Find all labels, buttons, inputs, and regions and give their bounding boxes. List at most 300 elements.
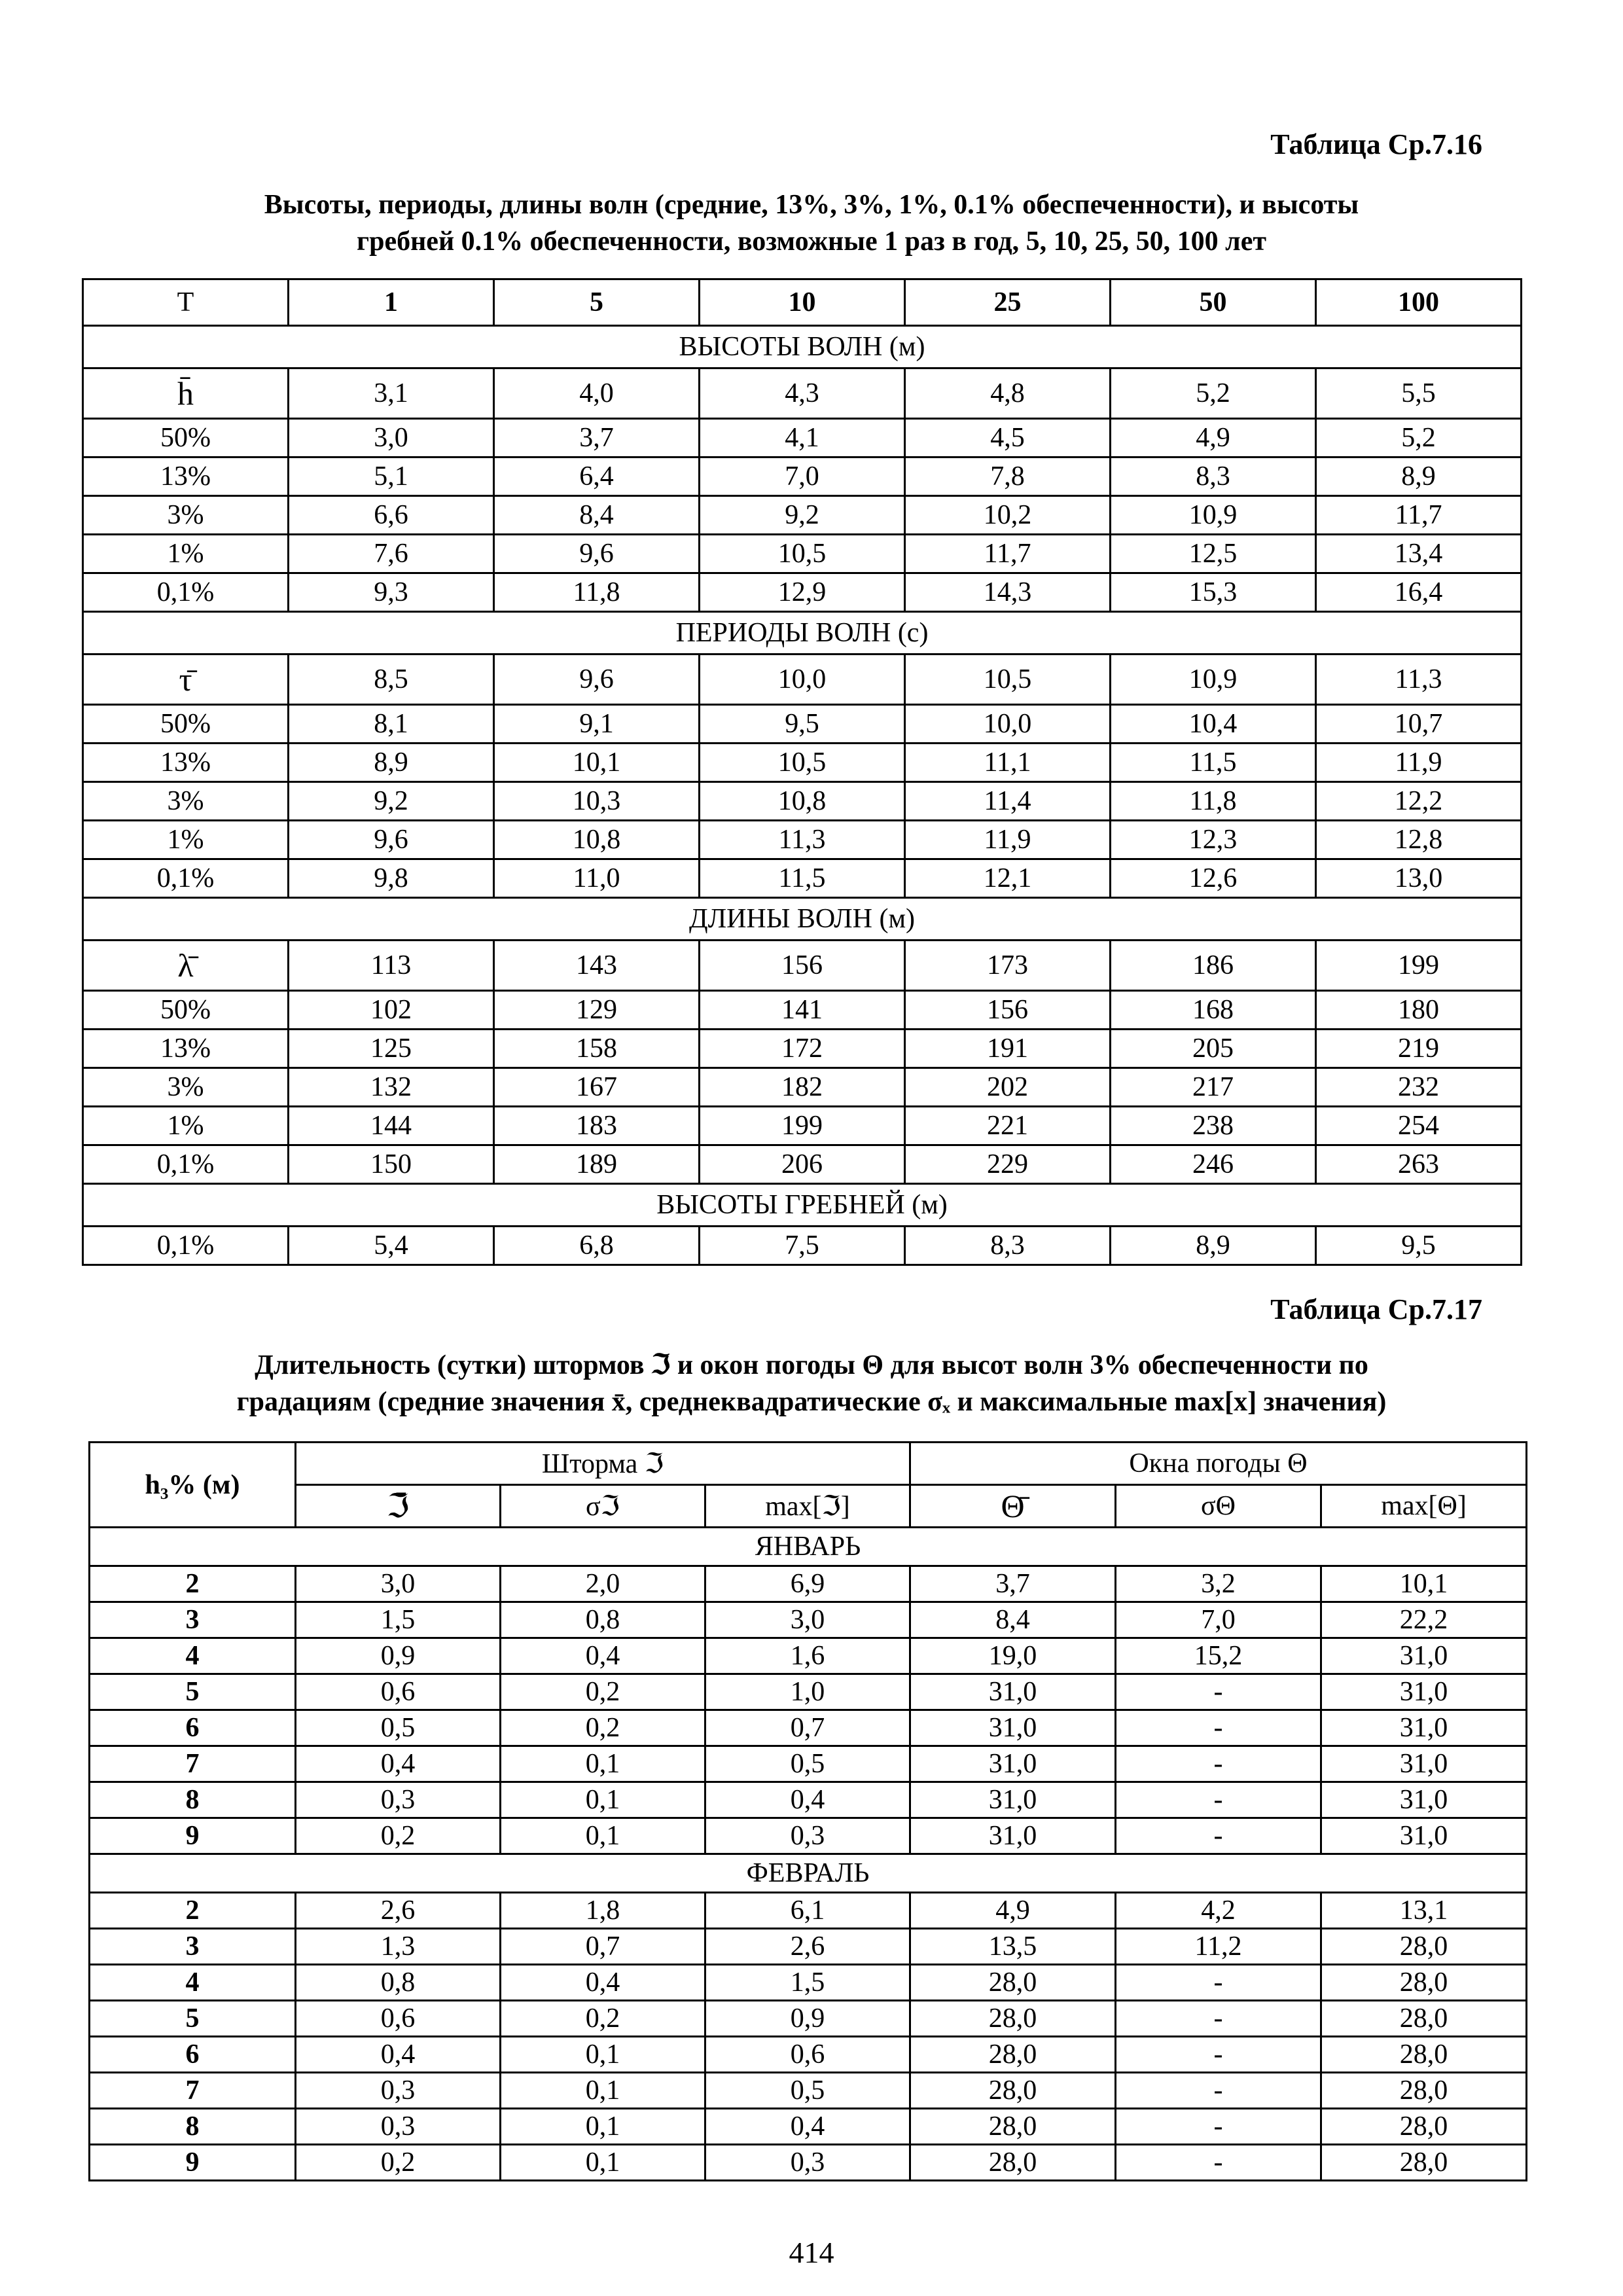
column-header: 25 bbox=[905, 279, 1111, 326]
row-label: 0,1% bbox=[83, 573, 289, 612]
table-cell: 19,0 bbox=[910, 1638, 1116, 1674]
table-cell: 4,9 bbox=[1111, 419, 1316, 457]
table-cell: 202 bbox=[905, 1068, 1111, 1107]
table-cell: - bbox=[1116, 1818, 1321, 1854]
table-row bbox=[90, 1710, 1527, 1746]
table-cell: 11,5 bbox=[700, 859, 905, 898]
table-cell: 11,1 bbox=[905, 744, 1111, 782]
table-cell: 156 bbox=[905, 991, 1111, 1030]
table-cell: 3,0 bbox=[296, 1566, 501, 1602]
table-row bbox=[90, 2109, 1527, 2145]
table-cell: 0,9 bbox=[296, 1638, 501, 1674]
table-cell: 0,4 bbox=[501, 1965, 705, 2001]
table-cell: 0,6 bbox=[296, 1674, 501, 1710]
table-cell: - bbox=[1116, 2073, 1321, 2109]
table-cell: 31,0 bbox=[910, 1782, 1116, 1818]
table-cell: 5,2 bbox=[1111, 368, 1316, 419]
table-cell: 28,0 bbox=[910, 2145, 1116, 2181]
table-cell: 0,4 bbox=[705, 1782, 910, 1818]
table-row bbox=[90, 1965, 1527, 2001]
table-cell: 0,2 bbox=[501, 2001, 705, 2037]
table-cell: 10,2 bbox=[905, 496, 1111, 535]
section-title-row bbox=[83, 898, 1522, 941]
row-label: 7 bbox=[90, 2073, 296, 2109]
table-cell: 141 bbox=[700, 991, 905, 1030]
table-cell: 183 bbox=[494, 1107, 700, 1145]
row-label: 13% bbox=[83, 744, 289, 782]
table-cell: 0,4 bbox=[296, 2037, 501, 2073]
table-cell: 129 bbox=[494, 991, 700, 1030]
table-row bbox=[83, 859, 1522, 898]
section-title-row bbox=[83, 1184, 1522, 1227]
window-max-header: max[Θ] bbox=[1321, 1485, 1527, 1528]
row-label: 2 bbox=[90, 1893, 296, 1929]
table-cell: 6,8 bbox=[494, 1227, 700, 1265]
table-cell: 199 bbox=[700, 1107, 905, 1145]
column-header: 5 bbox=[494, 279, 700, 326]
table-cell: 186 bbox=[1111, 941, 1316, 991]
table-cell: 0,9 bbox=[705, 2001, 910, 2037]
table-cell: 11,2 bbox=[1116, 1929, 1321, 1965]
table-cell: 28,0 bbox=[910, 1965, 1116, 2001]
table-cell: 4,0 bbox=[494, 368, 700, 419]
row-label: 13% bbox=[83, 1030, 289, 1068]
page-number: 414 bbox=[789, 2236, 834, 2269]
table-row bbox=[90, 2145, 1527, 2181]
table-cell: 1,5 bbox=[296, 1602, 501, 1638]
table1-number: Таблица Ср.7.16 bbox=[1270, 128, 1482, 160]
table-row bbox=[83, 991, 1522, 1030]
table-cell: 0,5 bbox=[705, 2073, 910, 2109]
table-cell: 5,5 bbox=[1316, 368, 1522, 419]
table-cell: 11,9 bbox=[1316, 744, 1522, 782]
table-cell: 199 bbox=[1316, 941, 1522, 991]
section-title-row bbox=[83, 612, 1522, 655]
row-label: 50% bbox=[83, 991, 289, 1030]
table-row bbox=[83, 419, 1522, 457]
row-label: 1% bbox=[83, 821, 289, 859]
table-cell: 31,0 bbox=[910, 1710, 1116, 1746]
row-label: 4 bbox=[90, 1965, 296, 2001]
table-cell: 28,0 bbox=[1321, 1965, 1527, 2001]
table-cell: 10,5 bbox=[700, 535, 905, 573]
table-cell: 3,7 bbox=[494, 419, 700, 457]
table-cell: - bbox=[1116, 1746, 1321, 1782]
table-cell: 28,0 bbox=[910, 2073, 1116, 2109]
table-row bbox=[83, 1030, 1522, 1068]
table-cell: 125 bbox=[289, 1030, 494, 1068]
wave-parameters-table bbox=[82, 278, 1522, 1266]
row-label: 4 bbox=[90, 1638, 296, 1674]
table-cell: 10,5 bbox=[700, 744, 905, 782]
table-cell: 11,7 bbox=[1316, 496, 1522, 535]
table-cell: 10,8 bbox=[494, 821, 700, 859]
row-label: 6 bbox=[90, 2037, 296, 2073]
table-cell: - bbox=[1116, 2001, 1321, 2037]
table-cell: 4,5 bbox=[905, 419, 1111, 457]
table-cell: 189 bbox=[494, 1145, 700, 1184]
table-cell: 11,0 bbox=[494, 859, 700, 898]
table-cell: 11,9 bbox=[905, 821, 1111, 859]
table-cell: 10,9 bbox=[1111, 496, 1316, 535]
table-cell: 13,0 bbox=[1316, 859, 1522, 898]
table-row bbox=[83, 1227, 1522, 1265]
table-cell: 28,0 bbox=[1321, 2145, 1527, 2181]
table-cell: 10,1 bbox=[494, 744, 700, 782]
table-row bbox=[83, 496, 1522, 535]
table-cell: 12,6 bbox=[1111, 859, 1316, 898]
table-cell: 143 bbox=[494, 941, 700, 991]
table-row bbox=[83, 705, 1522, 744]
storm-mean-header: ℑ̄ bbox=[296, 1485, 501, 1528]
table-row bbox=[83, 1107, 1522, 1145]
table-cell: 13,5 bbox=[910, 1929, 1116, 1965]
table-cell: 4,9 bbox=[910, 1893, 1116, 1929]
table-cell: 1,0 bbox=[705, 1674, 910, 1710]
section-title: ВЫСОТЫ ГРЕБНЕЙ (м) bbox=[83, 1184, 1522, 1227]
table-cell: 11,3 bbox=[1316, 655, 1522, 705]
row-label: 5 bbox=[90, 1674, 296, 1710]
table-cell: 0,2 bbox=[501, 1710, 705, 1746]
table-cell: 10,0 bbox=[905, 705, 1111, 744]
table-row bbox=[83, 573, 1522, 612]
table-row bbox=[90, 2001, 1527, 2037]
table-cell: 8,3 bbox=[1111, 457, 1316, 496]
table-cell: 9,3 bbox=[289, 573, 494, 612]
row-label: 6 bbox=[90, 1710, 296, 1746]
table-row bbox=[90, 1566, 1527, 1602]
table-cell: 0,8 bbox=[501, 1602, 705, 1638]
table-row bbox=[90, 1602, 1527, 1638]
table-cell: 3,0 bbox=[705, 1602, 910, 1638]
storm-sigma-header: σℑ bbox=[501, 1485, 705, 1528]
table-cell: 9,6 bbox=[289, 821, 494, 859]
table-cell: 3,0 bbox=[289, 419, 494, 457]
table-row bbox=[83, 655, 1522, 705]
table-cell: 28,0 bbox=[1321, 2001, 1527, 2037]
table-cell: 113 bbox=[289, 941, 494, 991]
row-label: 0,1% bbox=[83, 1145, 289, 1184]
table-cell: 10,9 bbox=[1111, 655, 1316, 705]
table-cell: 2,6 bbox=[296, 1893, 501, 1929]
table-cell: 156 bbox=[700, 941, 905, 991]
table-cell: 6,1 bbox=[705, 1893, 910, 1929]
table-cell: 3,2 bbox=[1116, 1566, 1321, 1602]
table-cell: 12,2 bbox=[1316, 782, 1522, 821]
column-header: 50 bbox=[1111, 279, 1316, 326]
table-row bbox=[83, 941, 1522, 991]
column-header: 10 bbox=[700, 279, 905, 326]
table-cell: 28,0 bbox=[1321, 2109, 1527, 2145]
table-cell: 191 bbox=[905, 1030, 1111, 1068]
table-cell: 0,4 bbox=[705, 2109, 910, 2145]
table-cell: 1,6 bbox=[705, 1638, 910, 1674]
table-cell: - bbox=[1116, 1782, 1321, 1818]
table-row bbox=[83, 1068, 1522, 1107]
table-cell: 28,0 bbox=[1321, 1929, 1527, 1965]
table-cell: 0,6 bbox=[296, 2001, 501, 2037]
table-cell: 0,4 bbox=[501, 1638, 705, 1674]
table-cell: 9,8 bbox=[289, 859, 494, 898]
header-row bbox=[83, 279, 1522, 326]
month-title-row bbox=[90, 1854, 1527, 1893]
table-cell: 150 bbox=[289, 1145, 494, 1184]
table-cell: 13,4 bbox=[1316, 535, 1522, 573]
row-label: 3 bbox=[90, 1602, 296, 1638]
table2-caption bbox=[111, 1347, 1512, 1420]
table-cell: 8,9 bbox=[1316, 457, 1522, 496]
table-cell: 31,0 bbox=[1321, 1746, 1527, 1782]
table-cell: 0,5 bbox=[705, 1746, 910, 1782]
column-header: 1 bbox=[289, 279, 494, 326]
weather-windows-group-header: Окна погоды Θ bbox=[910, 1443, 1527, 1485]
table-cell: 11,8 bbox=[494, 573, 700, 612]
table-row bbox=[83, 368, 1522, 419]
table-cell: 0,1 bbox=[501, 2073, 705, 2109]
table-cell: 6,6 bbox=[289, 496, 494, 535]
section-title: ВЫСОТЫ ВОЛН (м) bbox=[83, 326, 1522, 368]
table-cell: 0,2 bbox=[296, 2145, 501, 2181]
table-cell: 144 bbox=[289, 1107, 494, 1145]
table-cell: 28,0 bbox=[910, 2109, 1116, 2145]
column-header: 100 bbox=[1316, 279, 1522, 326]
table-cell: 10,7 bbox=[1316, 705, 1522, 744]
table-row bbox=[83, 744, 1522, 782]
table-row bbox=[90, 1929, 1527, 1965]
row-label: 8 bbox=[90, 1782, 296, 1818]
table-cell: 9,6 bbox=[494, 655, 700, 705]
table-cell: 6,4 bbox=[494, 457, 700, 496]
table-cell: 246 bbox=[1111, 1145, 1316, 1184]
table-row bbox=[90, 1782, 1527, 1818]
table-cell: 31,0 bbox=[1321, 1782, 1527, 1818]
table-row bbox=[90, 1818, 1527, 1854]
table-cell: 0,7 bbox=[501, 1929, 705, 1965]
table-cell: 15,2 bbox=[1116, 1638, 1321, 1674]
table2-caption-line2: градациям (средние значения x̄, среднеквадратические σₓ и максимальные max[x] значения) bbox=[236, 1387, 1387, 1417]
table-row bbox=[90, 2073, 1527, 2109]
table-cell: 1,5 bbox=[705, 1965, 910, 2001]
table-cell: 8,1 bbox=[289, 705, 494, 744]
row-label: 3% bbox=[83, 496, 289, 535]
table-cell: - bbox=[1116, 1710, 1321, 1746]
table-cell: 7,6 bbox=[289, 535, 494, 573]
table-cell: 5,1 bbox=[289, 457, 494, 496]
table-cell: 11,3 bbox=[700, 821, 905, 859]
table-cell: 229 bbox=[905, 1145, 1111, 1184]
table-cell: 0,3 bbox=[296, 2109, 501, 2145]
table-cell: 11,8 bbox=[1111, 782, 1316, 821]
row-label: 50% bbox=[83, 705, 289, 744]
table-cell: 28,0 bbox=[910, 2037, 1116, 2073]
table-cell: 8,4 bbox=[494, 496, 700, 535]
table-row bbox=[90, 1638, 1527, 1674]
section-title-row bbox=[83, 326, 1522, 368]
table-cell: 221 bbox=[905, 1107, 1111, 1145]
row-label: 7 bbox=[90, 1746, 296, 1782]
table-cell: 10,1 bbox=[1321, 1566, 1527, 1602]
table-row bbox=[90, 1893, 1527, 1929]
row-label: λ̄ bbox=[83, 941, 289, 991]
table-cell: 3,1 bbox=[289, 368, 494, 419]
table-cell: 9,6 bbox=[494, 535, 700, 573]
table-cell: 7,8 bbox=[905, 457, 1111, 496]
table-cell: 16,4 bbox=[1316, 573, 1522, 612]
table-cell: 12,9 bbox=[700, 573, 905, 612]
table-cell: 6,9 bbox=[705, 1566, 910, 1602]
table-cell: 28,0 bbox=[1321, 2073, 1527, 2109]
table-cell: 4,8 bbox=[905, 368, 1111, 419]
table-cell: 0,8 bbox=[296, 1965, 501, 2001]
table-cell: - bbox=[1116, 2037, 1321, 2073]
table-cell: 4,1 bbox=[700, 419, 905, 457]
table-cell: 12,1 bbox=[905, 859, 1111, 898]
row-label: 0,1% bbox=[83, 1227, 289, 1265]
table-cell: 5,2 bbox=[1316, 419, 1522, 457]
table-cell: 10,0 bbox=[700, 655, 905, 705]
table-cell: 11,5 bbox=[1111, 744, 1316, 782]
table-row bbox=[83, 782, 1522, 821]
row-label: 2 bbox=[90, 1566, 296, 1602]
table-cell: 238 bbox=[1111, 1107, 1316, 1145]
table1-caption-line1: Высоты, периоды, длины волн (средние, 13%, 3%, 1%, 0.1% обеспеченности), и высоты bbox=[264, 190, 1359, 220]
table-cell: - bbox=[1116, 2145, 1321, 2181]
window-sigma-header: σΘ bbox=[1116, 1485, 1321, 1528]
table-row bbox=[90, 1674, 1527, 1710]
table-cell: 10,8 bbox=[700, 782, 905, 821]
table2-number: Таблица Ср.7.17 bbox=[1270, 1293, 1482, 1325]
table2-caption-line1: Длительность (сутки) штормов ℑ и окон погоды Θ для высот волн 3% обеспеченности по bbox=[255, 1350, 1368, 1380]
table-cell: 10,5 bbox=[905, 655, 1111, 705]
table-cell: 8,9 bbox=[1111, 1227, 1316, 1265]
table-cell: 217 bbox=[1111, 1068, 1316, 1107]
table-cell: 0,7 bbox=[705, 1710, 910, 1746]
table-cell: 0,3 bbox=[705, 1818, 910, 1854]
table-cell: 0,2 bbox=[296, 1818, 501, 1854]
table-cell: 3,7 bbox=[910, 1566, 1116, 1602]
storm-max-header: max[ℑ] bbox=[705, 1485, 910, 1528]
storm-duration-table bbox=[88, 1441, 1527, 2181]
table-cell: 12,3 bbox=[1111, 821, 1316, 859]
table-cell: 11,7 bbox=[905, 535, 1111, 573]
table-cell: 22,2 bbox=[1321, 1602, 1527, 1638]
row-label: 3% bbox=[83, 1068, 289, 1107]
table-cell: 8,4 bbox=[910, 1602, 1116, 1638]
table-cell: 0,5 bbox=[296, 1710, 501, 1746]
row-label: 1% bbox=[83, 535, 289, 573]
month-title-row bbox=[90, 1528, 1527, 1566]
table-row bbox=[83, 457, 1522, 496]
table-cell: 8,9 bbox=[289, 744, 494, 782]
table-cell: 5,4 bbox=[289, 1227, 494, 1265]
table-cell: 7,0 bbox=[700, 457, 905, 496]
table-cell: 173 bbox=[905, 941, 1111, 991]
table-cell: 172 bbox=[700, 1030, 905, 1068]
table-cell: - bbox=[1116, 2109, 1321, 2145]
row-label: 9 bbox=[90, 1818, 296, 1854]
column-header: T bbox=[83, 279, 289, 326]
table-cell: 180 bbox=[1316, 991, 1522, 1030]
table-cell: 132 bbox=[289, 1068, 494, 1107]
table-cell: 7,0 bbox=[1116, 1602, 1321, 1638]
table-cell: 0,4 bbox=[296, 1746, 501, 1782]
table-cell: 9,2 bbox=[700, 496, 905, 535]
table1-caption-line2: гребней 0.1% обеспеченности, возможные 1 раз в год, 5, 10, 25, 50, 100 лет bbox=[357, 226, 1266, 257]
table-cell: 1,3 bbox=[296, 1929, 501, 1965]
h3-column-header: h₃% (м) bbox=[90, 1443, 296, 1528]
table-cell: 0,1 bbox=[501, 2145, 705, 2181]
table-cell: - bbox=[1116, 1674, 1321, 1710]
row-label: 3% bbox=[83, 782, 289, 821]
table-cell: 31,0 bbox=[910, 1746, 1116, 1782]
table-cell: 102 bbox=[289, 991, 494, 1030]
storms-group-header: Шторма ℑ bbox=[296, 1443, 910, 1485]
table-cell: 232 bbox=[1316, 1068, 1522, 1107]
month-title: ЯНВАРЬ bbox=[90, 1528, 1527, 1566]
row-label: τ̄ bbox=[83, 655, 289, 705]
table-cell: 10,3 bbox=[494, 782, 700, 821]
table-row bbox=[83, 535, 1522, 573]
window-mean-header: Θ̄ bbox=[910, 1485, 1116, 1528]
table-cell: 31,0 bbox=[1321, 1818, 1527, 1854]
table-cell: 263 bbox=[1316, 1145, 1522, 1184]
table-cell: 4,2 bbox=[1116, 1893, 1321, 1929]
section-title: ДЛИНЫ ВОЛН (м) bbox=[83, 898, 1522, 941]
table-cell: 8,3 bbox=[905, 1227, 1111, 1265]
table-cell: 8,5 bbox=[289, 655, 494, 705]
table-cell: 31,0 bbox=[1321, 1674, 1527, 1710]
table-cell: 13,1 bbox=[1321, 1893, 1527, 1929]
table-cell: 9,2 bbox=[289, 782, 494, 821]
table-cell: 0,1 bbox=[501, 1818, 705, 1854]
table-cell: 0,1 bbox=[501, 2109, 705, 2145]
table1-caption bbox=[111, 187, 1512, 260]
table-cell: 0,2 bbox=[501, 1674, 705, 1710]
table-cell: 1,8 bbox=[501, 1893, 705, 1929]
table-cell: 12,5 bbox=[1111, 535, 1316, 573]
table-cell: 2,6 bbox=[705, 1929, 910, 1965]
table-cell: 205 bbox=[1111, 1030, 1316, 1068]
table-cell: 2,0 bbox=[501, 1566, 705, 1602]
row-label: 9 bbox=[90, 2145, 296, 2181]
table-cell: 158 bbox=[494, 1030, 700, 1068]
table-cell: 0,1 bbox=[501, 1782, 705, 1818]
table-row bbox=[83, 821, 1522, 859]
table-cell: 168 bbox=[1111, 991, 1316, 1030]
table-cell: 31,0 bbox=[1321, 1638, 1527, 1674]
table-cell: 254 bbox=[1316, 1107, 1522, 1145]
table-cell: 182 bbox=[700, 1068, 905, 1107]
row-label: 5 bbox=[90, 2001, 296, 2037]
table-cell: 9,5 bbox=[700, 705, 905, 744]
table-cell: 0,1 bbox=[501, 2037, 705, 2073]
row-label: 8 bbox=[90, 2109, 296, 2145]
table-cell: 10,4 bbox=[1111, 705, 1316, 744]
row-label: h̄ bbox=[83, 368, 289, 419]
row-label: 13% bbox=[83, 457, 289, 496]
table-cell: 0,1 bbox=[501, 1746, 705, 1782]
row-label: 1% bbox=[83, 1107, 289, 1145]
table-cell: 219 bbox=[1316, 1030, 1522, 1068]
table-row bbox=[90, 1746, 1527, 1782]
table-cell: 28,0 bbox=[910, 2001, 1116, 2037]
section-title: ПЕРИОДЫ ВОЛН (с) bbox=[83, 612, 1522, 655]
table-row bbox=[83, 1145, 1522, 1184]
table-cell: 0,3 bbox=[296, 2073, 501, 2109]
row-label: 3 bbox=[90, 1929, 296, 1965]
table-cell: 4,3 bbox=[700, 368, 905, 419]
table-cell: 0,3 bbox=[296, 1782, 501, 1818]
